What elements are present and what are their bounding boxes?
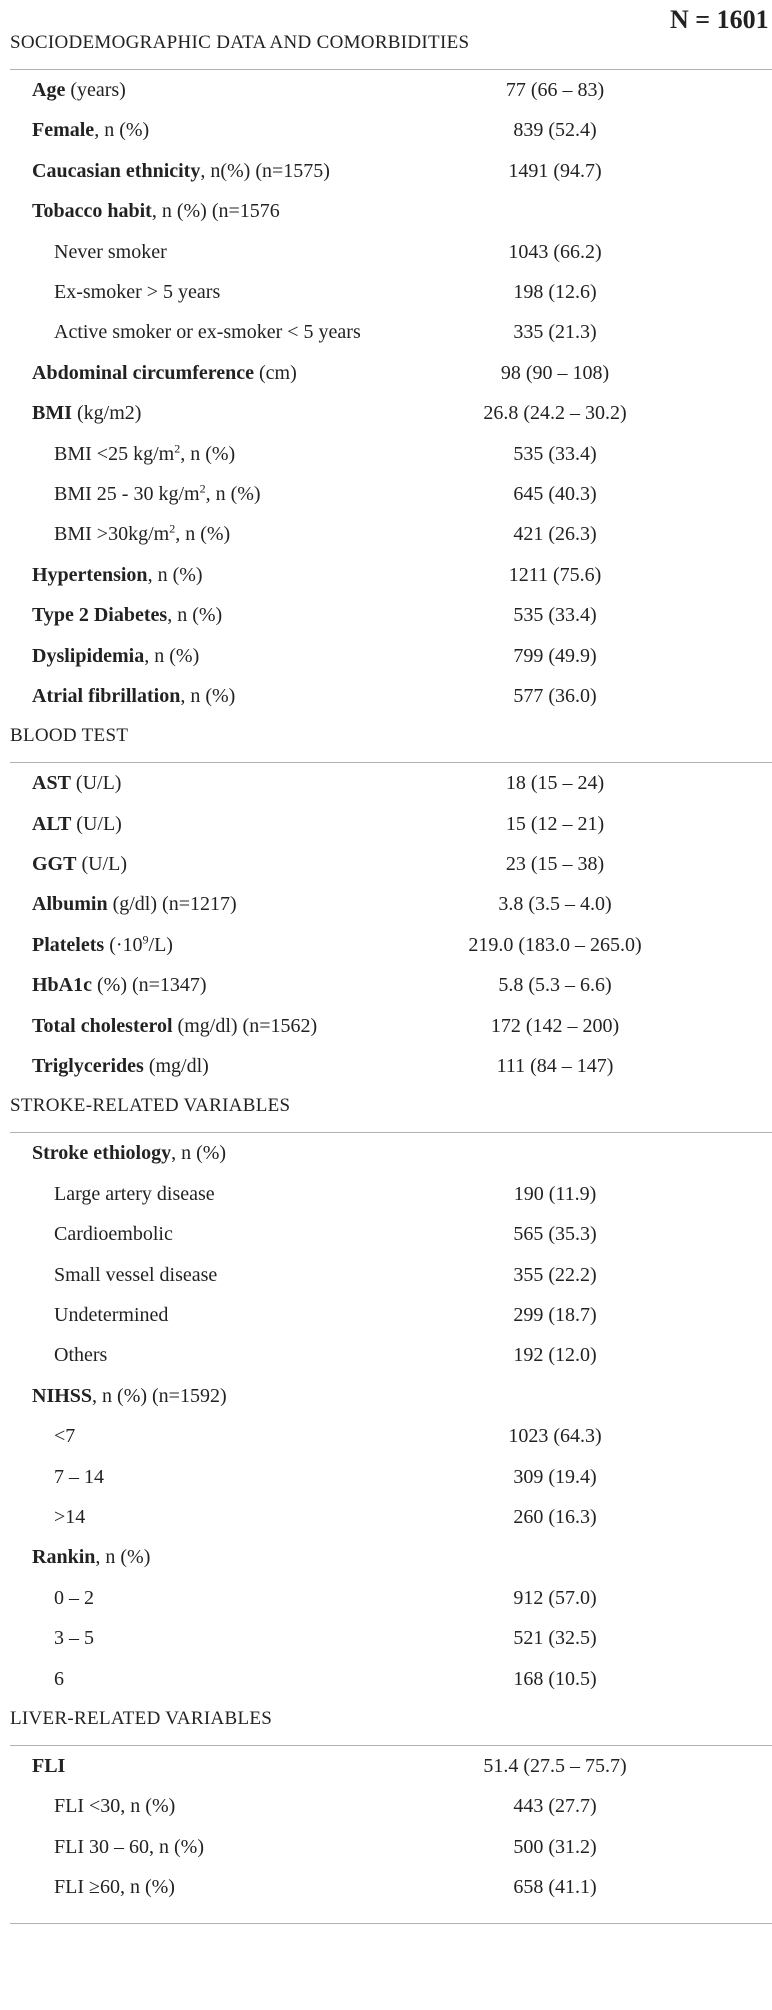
row-label-text: (g/dl) (n=1217) (107, 893, 237, 916)
row-label (54, 1179, 215, 1209)
row-label-text: Ex-smoker > 5 years (54, 280, 221, 303)
row-label (54, 1300, 168, 1330)
row-label (32, 398, 141, 428)
row-label-bold: FLI (32, 1754, 66, 1777)
row-label-bold: NIHSS (32, 1384, 93, 1407)
row-value: 192 (12.0) (513, 1344, 597, 1367)
table-row (0, 196, 772, 226)
section-title: BLOOD TEST (10, 725, 129, 747)
row-value: 1043 (66.2) (508, 240, 602, 263)
table-row (0, 1138, 772, 1168)
row-value: 18 (15 – 24) (505, 772, 605, 795)
table-row (0, 641, 772, 671)
row-label-text: , n (%) (147, 563, 203, 586)
table-row (0, 930, 772, 960)
row-value: 3.8 (3.5 – 4.0) (498, 893, 612, 916)
row-label (32, 75, 126, 105)
table-row (0, 115, 772, 145)
row-label-text: FLI 30 – 60, n (%) (54, 1835, 204, 1858)
superscript: 9 (142, 932, 149, 947)
row-value: 98 (90 – 108) (500, 361, 610, 384)
row-label-bold: AST (32, 772, 71, 795)
table-row (0, 1300, 772, 1330)
row-label (54, 1623, 94, 1653)
row-label (54, 519, 230, 549)
row-label-text: (U/L) (76, 853, 127, 875)
row-label-text: Cardioembolic (54, 1223, 173, 1246)
row-label-text: (·10 (104, 933, 143, 956)
row-label-suffix: , n (%) (205, 482, 261, 505)
row-value: 645 (40.3) (513, 482, 597, 505)
row-label (32, 1011, 317, 1041)
row-value: 219.0 (183.0 – 265.0) (468, 933, 642, 956)
row-label-suffix: /L) (148, 933, 173, 956)
row-label (32, 1381, 227, 1411)
row-label-text: BMI 25 - 30 kg/m (54, 482, 200, 505)
row-value: 111 (84 – 147) (496, 1055, 614, 1077)
table-row (0, 75, 772, 105)
table-row (0, 1791, 772, 1821)
row-label (32, 641, 199, 671)
row-label (54, 439, 235, 469)
row-value: 1491 (94.7) (508, 159, 602, 182)
row-value: 1211 (75.6) (508, 563, 602, 586)
row-label-text: (U/L) (70, 772, 122, 795)
row-value: 260 (16.3) (513, 1505, 597, 1528)
row-label-text: 6 (54, 1667, 64, 1690)
row-label (54, 317, 361, 347)
row-value: 577 (36.0) (513, 684, 597, 707)
table-row (0, 1832, 772, 1862)
table-row (0, 358, 772, 388)
row-label (32, 358, 297, 388)
row-value: 355 (22.2) (513, 1263, 597, 1286)
row-label-text: , n(%) (n=1575) (200, 159, 330, 182)
row-label-text: , n (%) (171, 1142, 227, 1165)
row-label (54, 237, 167, 267)
row-label-text: (mg/dl) (n=1562) (172, 1014, 318, 1037)
row-label-text: , n (%) (180, 684, 236, 707)
row-value: 23 (15 – 38) (505, 853, 605, 875)
row-label-text: , n (%) (94, 119, 150, 142)
row-label (54, 1260, 217, 1290)
table-row (0, 849, 772, 879)
row-label-bold: Abdominal circumference (32, 361, 255, 384)
row-label (54, 1340, 107, 1370)
row-value: 443 (27.7) (513, 1795, 597, 1818)
table-row (0, 1542, 772, 1572)
row-label (32, 889, 237, 919)
table-row (0, 809, 772, 839)
row-label-text: BMI >30kg/m (54, 523, 170, 546)
table-row (0, 1751, 772, 1781)
row-label-bold: Tobacco habit (32, 200, 152, 223)
row-label (32, 1051, 209, 1081)
row-label-text: (mg/dl) (143, 1055, 209, 1077)
row-label (54, 1462, 104, 1492)
column-header-n: N = 1601 (670, 5, 769, 34)
row-value: 565 (35.3) (513, 1223, 597, 1246)
table-row (0, 1381, 772, 1411)
row-label-text: Large artery disease (54, 1182, 215, 1205)
section-title: LIVER-RELATED VARIABLES (10, 1707, 273, 1729)
row-label-text: Undetermined (54, 1303, 169, 1326)
row-label-bold: Age (32, 78, 66, 101)
row-value: 500 (31.2) (513, 1835, 597, 1858)
row-value: 912 (57.0) (513, 1586, 597, 1609)
row-label-text: Never smoker (54, 240, 167, 263)
table-row (0, 439, 772, 469)
row-value: 335 (21.3) (513, 321, 597, 344)
row-value: 521 (32.5) (513, 1627, 597, 1650)
row-label-text: (kg/m2) (72, 402, 142, 425)
row-label-bold: BMI (32, 402, 72, 425)
row-label-text: 3 – 5 (54, 1627, 94, 1650)
superscript: 2 (169, 521, 176, 536)
row-label-bold: Stroke ethiology (32, 1142, 172, 1165)
row-label-text: Small vessel disease (54, 1263, 218, 1286)
row-label-bold: Platelets (32, 933, 105, 956)
row-label-text: , n (%) (167, 604, 223, 627)
row-label (54, 1791, 175, 1821)
row-label-text: Active smoker or ex-smoker < 5 years (54, 321, 361, 344)
row-label-bold: Female (32, 119, 95, 142)
row-label-text: Others (54, 1344, 108, 1367)
row-value: 15 (12 – 21) (505, 812, 605, 835)
row-label (32, 115, 149, 145)
table-row (0, 1502, 772, 1532)
table-row (0, 1340, 772, 1370)
row-label (32, 560, 203, 590)
section-divider (10, 69, 772, 70)
row-label (32, 196, 280, 226)
table-row (0, 1872, 772, 1902)
row-value: 5.8 (5.3 – 6.6) (498, 974, 612, 997)
table-row (0, 1260, 772, 1290)
row-label-text: FLI ≥60, n (%) (54, 1876, 175, 1898)
row-value: 198 (12.6) (513, 280, 597, 303)
row-label (32, 849, 127, 879)
row-label-text: 7 – 14 (54, 1465, 104, 1488)
section-title: STROKE-RELATED VARIABLES (10, 1095, 291, 1117)
table-row (0, 1462, 772, 1492)
row-label-bold: Atrial fibrillation (32, 684, 181, 707)
row-label (54, 1664, 64, 1694)
section-divider (10, 1132, 772, 1133)
row-value: 77 (66 – 83) (505, 78, 605, 101)
row-label-text: (cm) (254, 361, 297, 384)
row-label (54, 479, 261, 509)
row-value: 658 (41.1) (513, 1876, 597, 1898)
row-label (54, 1502, 85, 1532)
table-row (0, 317, 772, 347)
table-row (0, 1623, 772, 1653)
row-label-bold: Rankin (32, 1546, 96, 1569)
section-title: SOCIODEMOGRAPHIC DATA AND COMORBIDITIES (10, 32, 470, 53)
row-label (32, 600, 222, 630)
row-label-bold: Dyslipidemia (32, 644, 145, 667)
row-label (54, 1832, 204, 1862)
table-row (0, 970, 772, 1000)
row-label (32, 768, 121, 798)
row-label (32, 681, 235, 711)
table-row (0, 1583, 772, 1613)
row-value: 535 (33.4) (513, 604, 597, 627)
row-label-bold: ALT (32, 812, 72, 835)
table-row (0, 1219, 772, 1249)
table-row (0, 681, 772, 711)
section-divider (10, 1745, 772, 1746)
table-row (0, 1664, 772, 1694)
table-row (0, 560, 772, 590)
table-row (0, 600, 772, 630)
table-row (0, 237, 772, 267)
row-label-bold: Hypertension (32, 563, 148, 586)
row-label-text: , n (%) (144, 644, 200, 667)
row-label-text: (years) (65, 78, 126, 101)
row-label (32, 970, 207, 1000)
row-label-text: , n (%) (n=1592) (92, 1384, 227, 1407)
row-label-bold: HbA1c (32, 974, 92, 997)
row-label (32, 156, 330, 186)
table-row (0, 768, 772, 798)
row-label-bold: Caucasian ethnicity (32, 159, 201, 182)
superscript: 2 (199, 481, 206, 496)
row-label (54, 1872, 175, 1902)
table-bottom-rule (10, 1923, 772, 1924)
row-label-text: >14 (54, 1505, 86, 1528)
table-row (0, 277, 772, 307)
row-value: 51.4 (27.5 – 75.7) (483, 1754, 627, 1777)
row-label-text: FLI <30, n (%) (54, 1795, 176, 1818)
row-label-bold: Albumin (32, 893, 108, 916)
row-label-bold: Triglycerides (32, 1055, 144, 1077)
row-value: 1023 (64.3) (508, 1425, 602, 1448)
row-value: 535 (33.4) (513, 442, 597, 465)
section-divider (10, 762, 772, 763)
row-label-text: 0 – 2 (54, 1586, 94, 1609)
row-label-text: , n (%) (95, 1546, 151, 1569)
row-label (32, 1138, 226, 1168)
row-label (32, 809, 122, 839)
row-value: 309 (19.4) (513, 1465, 597, 1488)
row-label-bold: Total cholesterol (32, 1014, 173, 1037)
row-label (32, 1751, 65, 1781)
row-value: 168 (10.5) (513, 1667, 597, 1690)
table-row (0, 1179, 772, 1209)
row-value: 26.8 (24.2 – 30.2) (483, 402, 627, 425)
table-row (0, 1051, 772, 1081)
row-label-text: <7 (54, 1425, 76, 1448)
row-value: 190 (11.9) (513, 1182, 597, 1205)
row-label-bold: GGT (32, 853, 77, 875)
row-label (32, 1542, 150, 1572)
row-label-suffix: , n (%) (175, 523, 231, 546)
row-label-text: (%) (n=1347) (92, 974, 207, 997)
row-value: 299 (18.7) (513, 1303, 597, 1326)
row-label (32, 930, 173, 960)
table-row (0, 1011, 772, 1041)
row-value: 839 (52.4) (513, 119, 597, 142)
row-value: 799 (49.9) (513, 644, 597, 667)
row-label-suffix: , n (%) (180, 442, 236, 465)
table-row (0, 889, 772, 919)
table-row (0, 1421, 772, 1451)
row-label (54, 1421, 75, 1451)
table-row (0, 398, 772, 428)
row-label (54, 277, 220, 307)
row-label (54, 1583, 94, 1613)
row-label-bold: Type 2 Diabetes (32, 604, 168, 627)
table-row (0, 519, 772, 549)
row-value: 172 (142 – 200) (490, 1014, 620, 1037)
row-label-text: , n (%) (n=1576 (151, 200, 280, 223)
table-row (0, 479, 772, 509)
row-value: 421 (26.3) (513, 523, 597, 546)
row-label (54, 1219, 173, 1249)
row-label-text: BMI <25 kg/m (54, 442, 175, 465)
row-label-text: (U/L) (71, 812, 122, 835)
superscript: 2 (174, 440, 181, 455)
table-row (0, 156, 772, 186)
